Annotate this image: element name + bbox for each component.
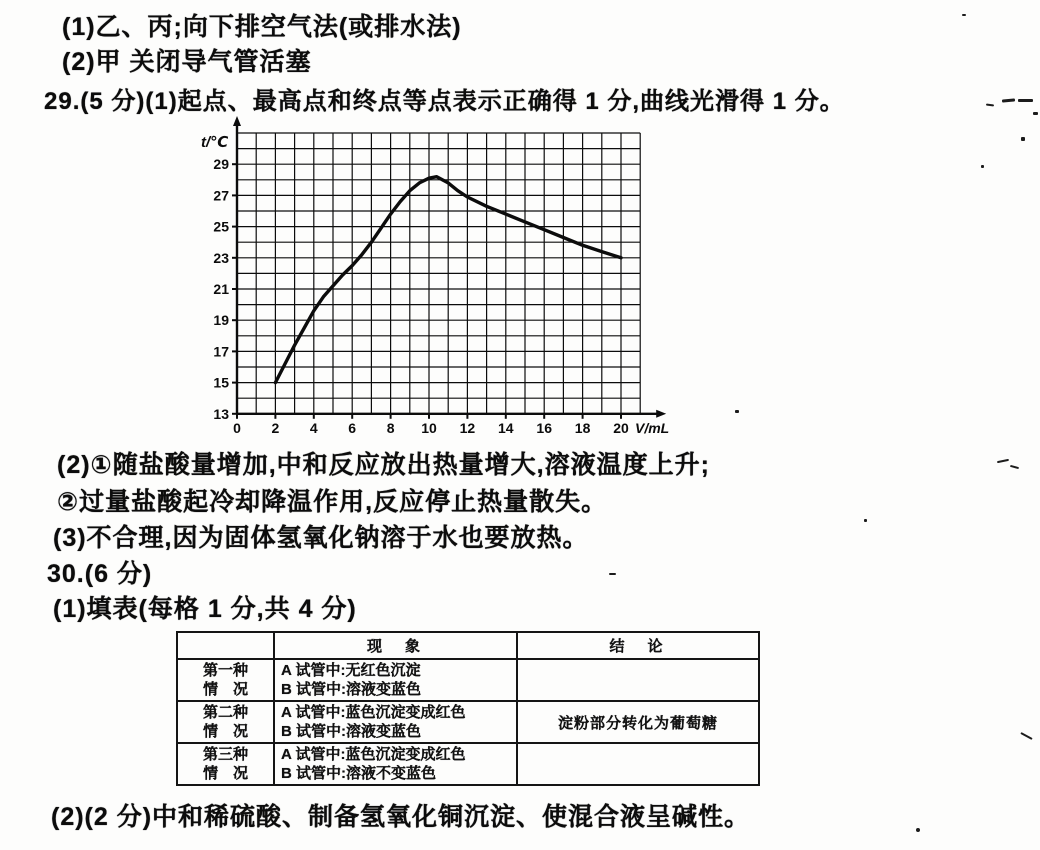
answer-line-q29-2-2: ②过量盐酸起冷却降温作用,反应停止热量散失。 xyxy=(57,488,608,516)
row-label-line: 第三种 xyxy=(202,746,248,763)
table-header-empty xyxy=(177,632,274,659)
x-tick-label: 10 xyxy=(421,419,437,436)
row-label-case-2 xyxy=(177,701,274,743)
x-tick-label: 2 xyxy=(271,419,280,436)
y-tick-label: 29 xyxy=(213,156,229,173)
ink-speck xyxy=(981,165,984,168)
x-tick-label: 8 xyxy=(386,419,395,436)
ink-speck xyxy=(1021,137,1025,141)
x-tick-label: 6 xyxy=(348,419,357,436)
row-label-line: 第二种 xyxy=(202,704,248,721)
y-tick-label: 27 xyxy=(213,187,229,204)
ink-speck xyxy=(864,519,867,522)
ink-speck xyxy=(735,410,739,413)
ink-speck xyxy=(1018,99,1033,102)
phenomenon-line-b: B 试管中:溶液变蓝色 xyxy=(281,723,421,740)
answer-line-q30-heading: 30.(6 分) xyxy=(47,560,153,588)
row-label-case-3 xyxy=(177,743,274,785)
x-axis-title: V/mL xyxy=(635,419,670,436)
answer-line-q30-2: (2)(2 分)中和稀硫酸、制备氢氧化铜沉淀、使混合液呈碱性。 xyxy=(51,803,751,831)
ink-speck xyxy=(962,14,966,16)
answer-line-q29-3: (3)不合理,因为固体氢氧化钠溶于水也要放热。 xyxy=(53,524,589,552)
y-axis-arrow-icon xyxy=(233,116,241,126)
x-tick-label: 4 xyxy=(309,419,318,436)
answer-line-q30-1: (1)填表(每格 1 分,共 4 分) xyxy=(53,595,357,623)
answer-line-q29-heading: 29.(5 分)(1)起点、最高点和终点等点表示正确得 1 分,曲线光滑得 1 分。 xyxy=(44,88,845,115)
answer-line-q28-1: (1)乙、丙;向下排空气法(或排水法) xyxy=(62,13,462,41)
table-row-case-1 xyxy=(177,659,759,701)
y-tick-label: 25 xyxy=(213,218,229,235)
y-tick-label: 21 xyxy=(213,281,229,297)
row-label-line: 第一种 xyxy=(202,662,248,679)
ink-speck xyxy=(1020,732,1032,740)
ink-speck xyxy=(1010,465,1019,469)
y-tick-label: 23 xyxy=(213,249,229,266)
ink-speck xyxy=(997,459,1009,463)
table-row-case-3 xyxy=(177,743,759,785)
row-label-line: 情 况 xyxy=(202,681,248,698)
answer-line-q29-2-1: (2)①随盐酸量增加,中和反应放出热量增大,溶液温度上升; xyxy=(57,451,710,479)
x-tick-label: 0 xyxy=(233,419,241,436)
table-header-row xyxy=(177,632,759,659)
x-axis-arrow-icon xyxy=(656,410,666,418)
x-tick-label: 12 xyxy=(459,419,476,436)
ink-speck xyxy=(916,828,920,832)
y-tick-label: 17 xyxy=(213,343,229,360)
ink-speck xyxy=(1033,112,1038,115)
table-header-conclusion: 结 论 xyxy=(517,632,759,659)
row-label-case-1 xyxy=(177,659,274,701)
y-tick-label: 15 xyxy=(213,374,229,391)
ink-speck xyxy=(986,103,994,106)
phenomenon-line-a: A 试管中:无红色沉淀 xyxy=(281,662,421,679)
temperature-volume-line-chart xyxy=(195,114,685,454)
answer-line-q28-2: (2)甲 关闭导气管活塞 xyxy=(62,48,312,76)
conclusion-cell-case-1 xyxy=(517,659,759,701)
table-header-phenomenon: 现 象 xyxy=(274,632,517,659)
phenomenon-line-a: A 试管中:蓝色沉淀变成红色 xyxy=(281,704,466,721)
phenomenon-cell-case-1 xyxy=(274,659,517,701)
phenomenon-line-b: B 试管中:溶液不变蓝色 xyxy=(281,765,436,782)
conclusion-cell-case-2: 淀粉部分转化为葡萄糖 xyxy=(517,701,759,743)
row-label-line: 情 况 xyxy=(202,723,248,740)
row-label-line: 情 况 xyxy=(202,765,248,782)
phenomenon-cell-case-3 xyxy=(274,743,517,785)
ink-speck xyxy=(609,573,616,575)
phenomenon-line-b: B 试管中:溶液变蓝色 xyxy=(281,681,421,698)
x-tick-label: 16 xyxy=(536,419,552,436)
x-tick-label: 14 xyxy=(498,419,514,436)
y-axis-title: t/℃ xyxy=(201,134,229,151)
y-tick-label: 13 xyxy=(213,405,229,422)
table-row-case-2 xyxy=(177,701,759,743)
phenomenon-cell-case-2 xyxy=(274,701,517,743)
ink-speck xyxy=(1002,98,1015,102)
chart-canvas xyxy=(195,114,685,454)
conclusion-cell-case-3 xyxy=(517,743,759,785)
phenomenon-line-a: A 试管中:蓝色沉淀变成红色 xyxy=(281,746,466,763)
x-tick-label: 18 xyxy=(574,419,591,436)
observation-conclusion-table xyxy=(176,631,760,786)
x-tick-label: 20 xyxy=(613,419,629,436)
y-tick-label: 19 xyxy=(213,312,229,329)
